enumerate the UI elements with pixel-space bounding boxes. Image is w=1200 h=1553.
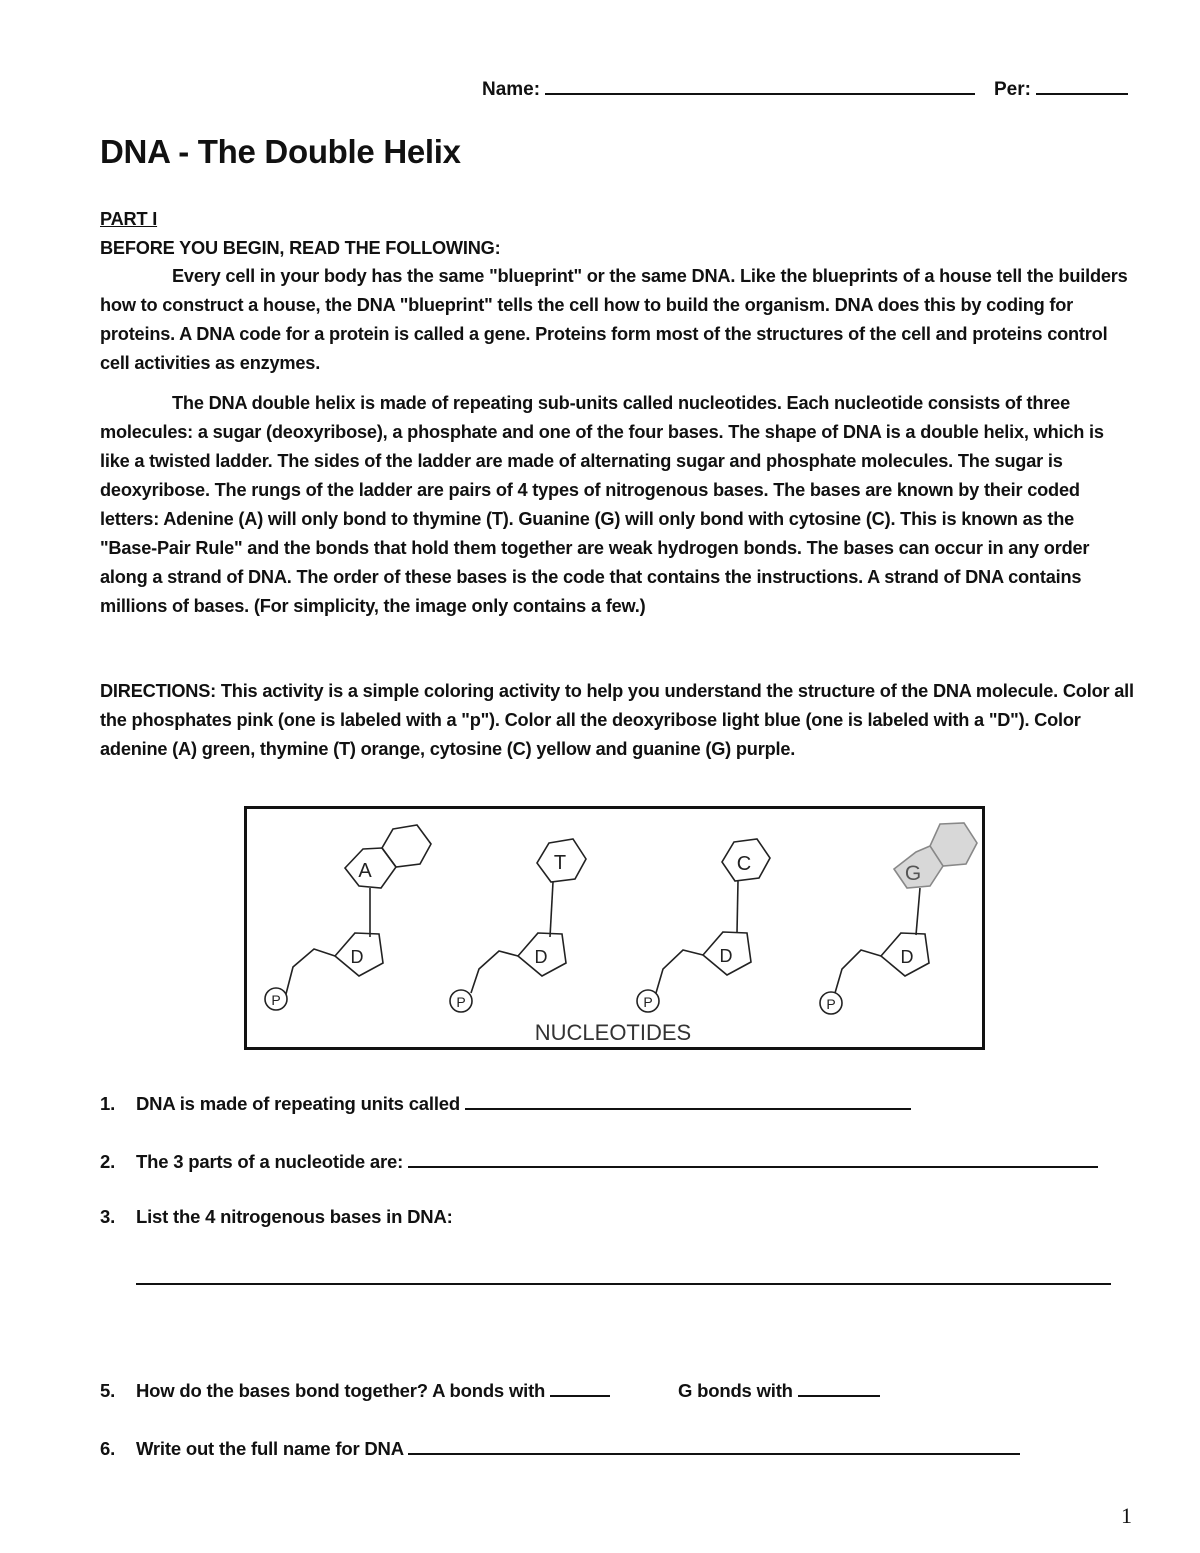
question-3 — [100, 1206, 453, 1228]
question-2 — [100, 1148, 1098, 1173]
question-1-answer-line[interactable] — [465, 1090, 911, 1110]
question-5-text: How do the bases bond together? A bonds with — [136, 1380, 546, 1401]
question-5-number: 5. — [100, 1380, 116, 1401]
question-3-text: List the 4 nitrogenous bases in DNA: — [136, 1206, 453, 1227]
base-letter-t: T — [553, 852, 567, 874]
period-field[interactable] — [994, 75, 1128, 101]
name-field[interactable] — [482, 75, 975, 101]
directions-paragraph: DIRECTIONS: This activity is a simple coloring activity to help you understand the structure of the DNA molecule. Color all the phosphates pink (one is labeled with a "p"). Color all the deoxyribose light blue (one is labeled with a "D"). Color adenine (A) green, thymine (T) orange, cytosine (C) yellow and guanine (G) purple. — [100, 681, 1134, 759]
phosphate-label-4: P — [826, 996, 836, 1012]
nucleotide-cytosine — [637, 839, 770, 1012]
phosphate-label-2: P — [456, 994, 466, 1010]
question-1-text: DNA is made of repeating units called — [136, 1093, 460, 1114]
nucleotide-thymine — [450, 839, 586, 1012]
phosphate-label-1: P — [271, 992, 281, 1008]
base-letter-g: G — [904, 862, 922, 885]
question-5-a-answer-line[interactable] — [550, 1377, 610, 1397]
part-label: PART I — [100, 209, 158, 229]
question-6-answer-line[interactable] — [408, 1435, 1020, 1455]
question-3-answer-line[interactable] — [136, 1283, 1111, 1285]
sugar-label-1: D — [350, 947, 364, 967]
period-label: Per: — [994, 79, 1031, 100]
question-5-g-answer-line[interactable] — [798, 1377, 880, 1397]
question-5 — [100, 1377, 1100, 1402]
nucleotide-guanine — [820, 823, 977, 1014]
question-1 — [100, 1090, 911, 1115]
nucleotides-diagram — [247, 809, 982, 1047]
nucleotides-figure — [244, 806, 985, 1050]
intro-paragraph: Every cell in your body has the same "blueprint" or the same DNA. Like the blueprints of a house tell the builders how to construct a house, the DNA "blueprint" tells the cell how to build the organism. DNA does this by coding for proteins. A DNA code for a protein is called a gene. Proteins form most of the structures of the cell and proteins control cell activities as enzymes. — [100, 266, 1128, 373]
base-letter-c: C — [736, 853, 752, 875]
adenine-hexagon-ring[interactable] — [382, 825, 431, 867]
sugar-label-2: D — [534, 947, 548, 967]
sugar-label-3: D — [719, 946, 733, 966]
name-label: Name: — [482, 79, 541, 100]
question-6-text: Write out the full name for DNA — [136, 1438, 404, 1459]
question-1-number: 1. — [100, 1093, 116, 1114]
nucleotide-adenine — [265, 825, 431, 1010]
page-title: DNA - The Double Helix — [100, 133, 461, 170]
sugar-label-4: D — [900, 947, 914, 967]
before-you-begin-heading: BEFORE YOU BEGIN, READ THE FOLLOWING: — [100, 238, 501, 258]
question-5-text-2: G bonds with — [678, 1380, 793, 1401]
name-blank[interactable] — [545, 75, 975, 95]
phosphate-label-3: P — [643, 994, 653, 1010]
question-6-number: 6. — [100, 1438, 116, 1459]
question-2-number: 2. — [100, 1151, 116, 1172]
nucleotide-paragraph: The DNA double helix is made of repeating sub-units called nucleotides. Each nucleotide consists of three molecules: a sugar (deoxyribose), a phosphate and one of the four bases. The shape of DNA is a double helix, which is like a twisted ladder. The sides of the ladder are made of alternating sugar and phosphate molecules. The sugar is deoxyribose. The rungs of the ladder are pairs of 4 types of nitrogenous bases. The bases are known by their coded letters: Adenine (A) will only bond to thymine (T). Guanine (G) will only bond with cytosine (C). This is known as the "Base-Pair Rule" and the bonds that hold them together are weak hydrogen bonds. The bases can occur in any order along a strand of DNA. The order of these bases is the code that contains the instructions. A strand of DNA contains millions of bases. (For simplicity, the image only contains a few.) — [100, 393, 1104, 616]
question-2-text: The 3 parts of a nucleotide are: — [136, 1151, 404, 1172]
question-6 — [100, 1435, 1020, 1460]
page-number: 1 — [1121, 1503, 1132, 1528]
question-3-number: 3. — [100, 1206, 116, 1227]
figure-caption: NUCLEOTIDES — [534, 1020, 692, 1045]
period-blank[interactable] — [1036, 75, 1128, 95]
base-letter-a: A — [358, 860, 372, 882]
question-2-answer-line[interactable] — [408, 1148, 1098, 1168]
